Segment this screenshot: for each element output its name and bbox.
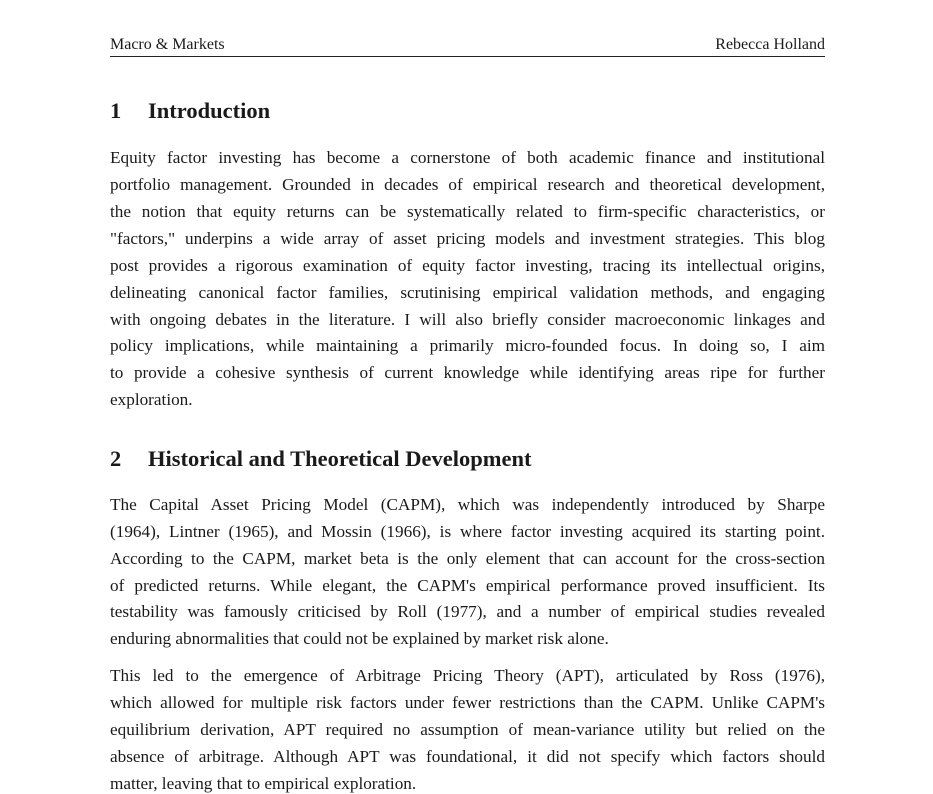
text-line: "factors," underpins a wide array of asset pricing models and investment strategies. This blog xyxy=(110,229,825,248)
section-heading-introduction xyxy=(110,98,270,124)
section-title: Introduction xyxy=(148,98,271,123)
text-line: enduring abnormalities that could not be explained by market risk alone. xyxy=(110,629,609,648)
text-line: exploration. xyxy=(110,390,193,409)
section-title: Historical and Theoretical Development xyxy=(148,446,532,471)
text-line: matter, leaving that to empirical exploration. xyxy=(110,774,417,793)
section-number: 2 xyxy=(110,446,122,471)
text-line: testability was famously criticised by Roll (1977), and a number of empirical studies revealed xyxy=(110,602,825,621)
journal-title: Macro & Markets xyxy=(110,36,225,53)
author-name: Rebecca Holland xyxy=(715,36,825,53)
text-line: The Capital Asset Pricing Model (CAPM), which was independently introduced by Sharpe xyxy=(110,495,825,514)
text-line: delineating canonical factor families, scrutinising empirical validation methods, and engaging xyxy=(110,283,825,302)
text-line: which allowed for multiple risk factors under fewer restrictions than the CAPM. Unlike CAPM's xyxy=(110,693,825,712)
section-number: 1 xyxy=(110,98,122,123)
text-line: (1964), Lintner (1965), and Mossin (1966), is where factor investing acquired its starting point. xyxy=(110,522,825,541)
text-line: the notion that equity returns can be systematically related to firm-specific characteristics, or xyxy=(110,202,825,221)
text-line: Equity factor investing has become a cornerstone of both academic finance and institutional xyxy=(110,148,825,167)
text-line: This led to the emergence of Arbitrage Pricing Theory (APT), articulated by Ross (1976), xyxy=(110,666,825,685)
text-line: of predicted returns. While elegant, the CAPM's empirical performance proved insufficient. Its xyxy=(110,576,825,595)
text-line: According to the CAPM, market beta is the only element that can account for the cross-section xyxy=(110,549,825,568)
text-line: policy implications, while maintaining a primarily micro-founded focus. In doing so, I aim xyxy=(110,336,825,355)
running-header xyxy=(110,36,825,57)
section-heading-historical-development xyxy=(110,446,532,472)
text-line: absence of arbitrage. Although APT was foundational, it did not specify which factors should xyxy=(110,747,825,766)
text-line: post provides a rigorous examination of equity factor investing, tracing its intellectual origins, xyxy=(110,256,825,275)
text-line: to provide a cohesive synthesis of current knowledge while identifying areas ripe for further xyxy=(110,363,825,382)
text-line: with ongoing debates in the literature. I will also briefly consider macroeconomic linkages and xyxy=(110,310,825,329)
text-line: equilibrium derivation, APT required no assumption of mean-variance utility but relied on the xyxy=(110,720,825,739)
text-line: portfolio management. Grounded in decades of empirical research and theoretical development, xyxy=(110,175,825,194)
